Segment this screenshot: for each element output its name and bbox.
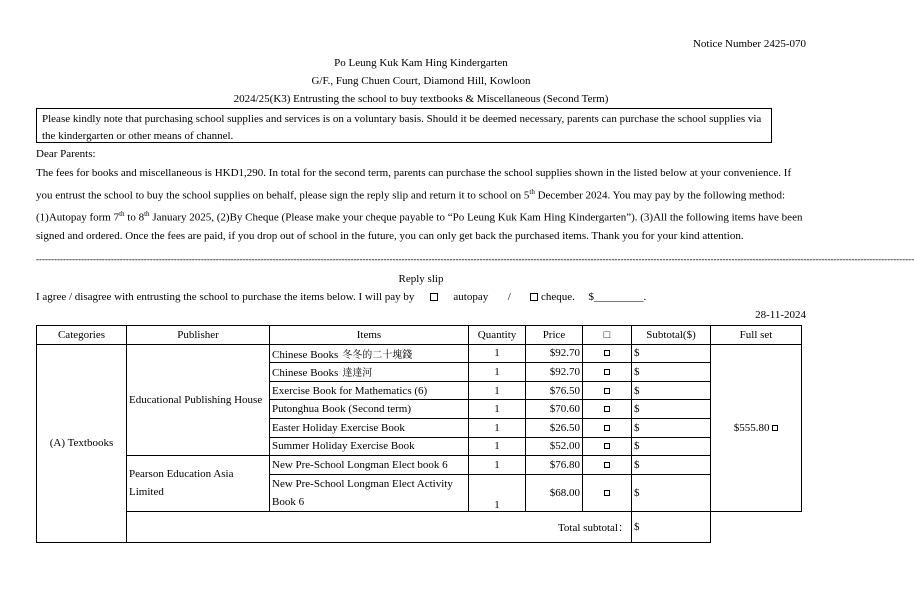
header-price: Price [526, 326, 583, 345]
item-checkbox[interactable] [583, 381, 632, 400]
item-checkbox[interactable] [583, 344, 632, 363]
publisher-cell: Educational Publishing House [127, 344, 270, 456]
school-name: Po Leung Kuk Kam Hing Kindergarten [334, 57, 508, 69]
slash: / [507, 291, 511, 303]
header-subtotal: Subtotal($) [632, 326, 711, 345]
item-subtotal[interactable]: $ [632, 363, 711, 382]
reply-slip-title: Reply slip [398, 273, 444, 285]
table-row [37, 344, 802, 363]
category-cell: (A) Textbooks [37, 344, 127, 542]
total-label: Total subtotal： [127, 511, 632, 542]
item-name: Chinese Books 達達河 [270, 363, 469, 382]
header-items: Items [270, 326, 469, 345]
header-quantity: Quantity [469, 326, 526, 345]
school-address: G/F., Fung Chuen Court, Diamond Hill, Kowloon [311, 75, 531, 87]
reply-date: 28-11-2024 [755, 309, 806, 321]
item-quantity: 1 [469, 381, 526, 400]
autopay-label: autopay [453, 291, 489, 303]
header-categories: Categories [37, 326, 127, 345]
item-quantity: 1 [469, 456, 526, 475]
total-value[interactable]: $ [632, 511, 711, 542]
notice-subject: 2024/25(K3) Entrusting the school to buy textbooks & Miscellaneous (Second Term) [233, 93, 609, 105]
item-price: $52.00 [526, 437, 583, 456]
item-price: $76.50 [526, 381, 583, 400]
greeting: Dear Parents: [36, 148, 96, 160]
item-subtotal[interactable]: $ [632, 474, 711, 511]
cheque-label: cheque. [541, 291, 575, 303]
publisher-cell: Pearson Education Asia Limited [127, 456, 270, 512]
item-price: $70.60 [526, 400, 583, 419]
amount-field[interactable]: $_________. [588, 291, 647, 303]
voluntary-notice-box: Please kindly note that purchasing school supplies and services is on a voluntary basis. Should it be deemed necessary, parents can purchase the school supplies via the kindergarten or other means of channel. [36, 108, 772, 143]
item-subtotal[interactable]: $ [632, 344, 711, 363]
item-quantity: 1 [469, 363, 526, 382]
item-quantity: 1 [469, 437, 526, 456]
cut-line-separator: ----------------------------------------------------------------------------------------------------------------------------------------------------------------------------------------------------------------------------------------------------------------------------------------------------- [36, 254, 914, 264]
header-publisher: Publisher [127, 326, 270, 345]
item-name: New Pre-School Longman Elect book 6 [270, 456, 469, 475]
item-quantity: 1 [469, 474, 526, 511]
item-name: Chinese Books 冬冬的二十塊錢 [270, 344, 469, 363]
item-quantity: 1 [469, 400, 526, 419]
item-checkbox[interactable] [583, 456, 632, 475]
item-price: $76.80 [526, 456, 583, 475]
cheque-checkbox[interactable] [530, 293, 538, 301]
item-quantity: 1 [469, 344, 526, 363]
item-subtotal[interactable]: $ [632, 400, 711, 419]
item-checkbox[interactable] [583, 437, 632, 456]
textbook-table [36, 325, 802, 543]
item-checkbox[interactable] [583, 418, 632, 437]
item-name: New Pre-School Longman Elect Activity Book 6 [270, 474, 469, 511]
autopay-checkbox[interactable] [430, 293, 438, 301]
total-row [37, 511, 802, 542]
full-set-cell: $555.80 [711, 344, 802, 511]
item-checkbox[interactable] [583, 400, 632, 419]
item-checkbox[interactable] [583, 474, 632, 511]
item-name: Easter Holiday Exercise Book [270, 418, 469, 437]
item-price: $68.00 [526, 474, 583, 511]
item-subtotal[interactable]: $ [632, 437, 711, 456]
empty-cell [711, 511, 802, 542]
item-name: Exercise Book for Mathematics (6) [270, 381, 469, 400]
item-name: Summer Holiday Exercise Book [270, 437, 469, 456]
item-price: $26.50 [526, 418, 583, 437]
item-checkbox[interactable] [583, 363, 632, 382]
header-checkbox: □ [583, 326, 632, 345]
item-subtotal[interactable]: $ [632, 418, 711, 437]
item-price: $92.70 [526, 363, 583, 382]
item-name: Putonghua Book (Second term) [270, 400, 469, 419]
notice-number: Notice Number 2425-070 [692, 38, 806, 50]
item-quantity: 1 [469, 418, 526, 437]
reply-agreement-line [36, 291, 646, 303]
table-header-row [37, 326, 802, 345]
agreement-text: I agree / disagree with entrusting the school to purchase the items below. I will pay by [36, 291, 415, 303]
table-row [37, 456, 802, 475]
full-set-checkbox[interactable] [772, 425, 778, 431]
item-subtotal[interactable]: $ [632, 456, 711, 475]
item-price: $92.70 [526, 344, 583, 363]
header-full-set: Full set [711, 326, 802, 345]
notice-body: The fees for books and miscellaneous is HKD1,290. In total for the second term, parents can purchase the school supplies shown in the listed below at your convenience. If you entrust the school to buy the school supplies on behalf, please sign the reply slip and return it to school on 5th December 2024. You may pay by the following method: (1)Autopay form 7th to 8th January 2025, (2)By Cheque (Please make your cheque payable to “Po Leung Kuk Kam Hing Kindergarten”). (3)All the following items have been signed and ordered. Once the fees are paid, if you drop out of school in the future, you can only get back the purchased items. Thank you for your kind attention. [36, 167, 803, 242]
item-subtotal[interactable]: $ [632, 381, 711, 400]
